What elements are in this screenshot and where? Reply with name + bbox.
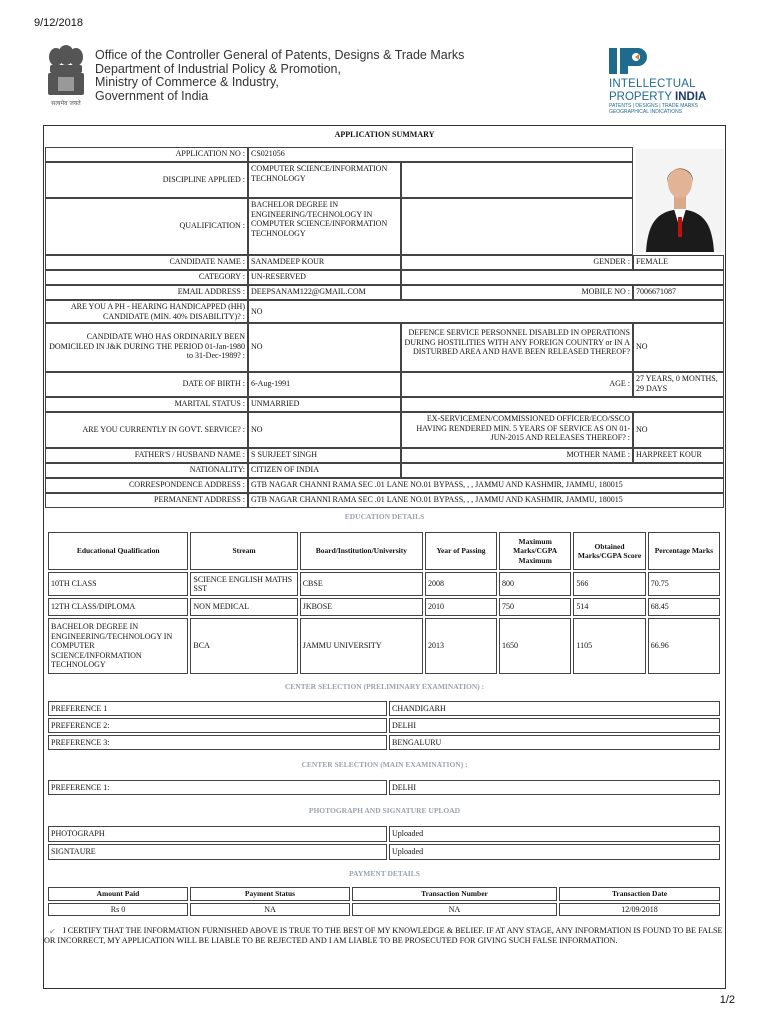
upload-label: PHOTOGRAPH — [48, 826, 387, 842]
discipline-blank — [401, 162, 633, 198]
pay-header-txn-date: Transaction Date — [559, 887, 720, 901]
edu-header-year: Year of Passing — [425, 532, 497, 570]
edu-cell: 514 — [573, 598, 645, 616]
email-label: EMAIL ADDRESS : — [45, 285, 248, 300]
defence-value: NO — [633, 323, 724, 372]
print-date: 9/12/2018 — [34, 17, 83, 29]
pref-value: BENGALURU — [389, 735, 720, 750]
nationality-label: NATIONALITY: — [45, 463, 248, 478]
edu-cell: 800 — [499, 572, 571, 596]
discipline-label: DISCIPLINE APPLIED : — [45, 162, 248, 198]
national-emblem-icon — [42, 45, 90, 109]
edu-cell: 1650 — [499, 618, 571, 674]
issuing-office — [95, 49, 464, 103]
edu-cell: CBSE — [300, 572, 423, 596]
payment-table — [46, 885, 722, 918]
marital-status-label: MARITAL STATUS : — [45, 397, 248, 412]
edu-cell: 70.75 — [648, 572, 720, 596]
ipi-india: INDIA — [675, 91, 707, 103]
ex-servicemen-value: NO — [633, 412, 724, 448]
govt-service-label: ARE YOU CURRENTLY IN GOVT. SERVICE? : — [45, 412, 248, 448]
table-row — [48, 735, 720, 750]
permanent-address-value: GTB NAGAR CHANNI RAMA SEC .01 LANE NO.01 BYPASS, , , JAMMU AND KASHMIR, JAMMU, 180015 — [248, 493, 724, 508]
edu-cell: 68.45 — [648, 598, 720, 616]
edu-cell: JAMMU UNIVERSITY — [300, 618, 423, 674]
pref-value: CHANDIGARH — [389, 701, 720, 716]
education-table — [46, 530, 722, 676]
edu-cell: JKBOSE — [300, 598, 423, 616]
ipi-line-2 — [609, 91, 706, 103]
mother-name-label: MOTHER NAME : — [401, 448, 633, 463]
payment-section-title: PAYMENT DETAILS — [349, 869, 420, 878]
table-row — [48, 903, 720, 917]
pay-header-txn-no: Transaction Number — [352, 887, 557, 901]
center-main-section-title: CENTER SELECTION (MAIN EXAMINATION) : — [301, 760, 468, 769]
pref-value: DELHI — [389, 718, 720, 733]
center-main-table — [46, 778, 722, 797]
table-row — [48, 780, 720, 795]
dob-value: 6-Aug-1991 — [248, 372, 401, 397]
edu-cell: 66.96 — [648, 618, 720, 674]
edu-cell: 10TH CLASS — [48, 572, 188, 596]
ipi-property: PROPERTY — [609, 91, 676, 103]
nationality-blank — [401, 463, 724, 478]
pay-txn-no: NA — [352, 903, 557, 917]
email-value: DEEPSANAM122@GMAIL.COM — [248, 285, 401, 300]
edu-cell: BACHELOR DEGREE IN ENGINEERING/TECHNOLOGY IN COMPUTER SCIENCE/INFORMATION TECHNOLOGY — [48, 618, 188, 674]
father-name-label: FATHER'S / HUSBAND NAME : — [45, 448, 248, 463]
edu-cell: 566 — [573, 572, 645, 596]
gender-value: FEMALE — [633, 255, 724, 270]
edu-header-stream: Stream — [190, 532, 297, 570]
permanent-address-label: PERMANENT ADDRESS : — [45, 493, 248, 508]
candidate-photo — [636, 149, 724, 252]
domicile-value: NO — [248, 323, 401, 372]
table-row — [48, 844, 720, 860]
category-blank — [401, 270, 724, 285]
edu-header-percentage: Percentage Marks — [648, 532, 720, 570]
mobile-label: MOBILE NO : — [401, 285, 633, 300]
table-row — [48, 598, 720, 616]
pref-value: DELHI — [389, 780, 720, 795]
edu-cell: 2013 — [425, 618, 497, 674]
ipi-line-1: INTELLECTUAL — [609, 78, 696, 90]
edu-cell: 1105 — [573, 618, 645, 674]
payment-header-row — [48, 887, 720, 901]
edu-header-obtained: Obtained Marks/CGPA Score — [573, 532, 645, 570]
edu-cell: SCIENCE ENGLISH MATHS SST — [190, 572, 297, 596]
age-value: 27 YEARS, 0 MONTHS, 29 DAYS — [633, 372, 724, 397]
office-line-2: Department of Industrial Policy & Promotion, — [95, 61, 341, 76]
ex-servicemen-label: EX-SERVICEMEN/COMMISSIONED OFFICER/ECO/SSCO HAVING RENDERED MIN. 5 YEARS OF SERVICE AS ON 01-JUN-2015 AND RELEASES THEREOF? : — [401, 412, 633, 448]
pref-label: PREFERENCE 1: — [48, 780, 387, 795]
pay-header-amount: Amount Paid — [48, 887, 188, 901]
table-row — [48, 572, 720, 596]
intellectual-property-india-logo — [606, 46, 736, 116]
qualification-blank — [401, 198, 633, 255]
pay-header-status: Payment Status — [190, 887, 350, 901]
nationality-value: CITIZEN OF INDIA — [248, 463, 401, 478]
edu-cell: 2010 — [425, 598, 497, 616]
dob-label: DATE OF BIRTH : — [45, 372, 248, 397]
edu-cell: NON MEDICAL — [190, 598, 297, 616]
table-row — [48, 701, 720, 716]
category-value: UN-RESERVED — [248, 270, 401, 285]
uploads-table — [46, 824, 722, 862]
category-label: CATEGORY : — [45, 270, 248, 285]
certification-text: I CERTIFY THAT THE INFORMATION FURNISHED ABOVE IS TRUE TO THE BEST OF MY KNOWLEDGE & BELIEF. IF AT ANY STAGE, ANY INFORMATION IS FOUND TO BE FALSE OR INCORRECT, MY APPLICATION WILL BE LIABLE TO BE REJECTED AND I AM LIABLE TO BE PROSECUTED FOR GIVING SUCH FALSE INFORMATION. — [44, 926, 723, 945]
svg-text:सत्यमेव जयते: सत्यमेव जयते — [51, 100, 81, 107]
edu-header-board: Board/Institution/University — [300, 532, 423, 570]
edu-cell: 750 — [499, 598, 571, 616]
pay-txn-date: 12/09/2018 — [559, 903, 720, 917]
table-row — [48, 826, 720, 842]
edu-header-qualification: Educational Qualification — [48, 532, 188, 570]
uploads-section-title: PHOTOGRAPH AND SIGNATURE UPLOAD — [308, 806, 461, 815]
table-row — [48, 618, 720, 674]
pref-label: PREFERENCE 1 — [48, 701, 387, 716]
edu-cell: 12TH CLASS/DIPLOMA — [48, 598, 188, 616]
center-prelim-section-title: CENTER SELECTION (PRELIMINARY EXAMINATION) : — [284, 682, 485, 691]
gender-label: GENDER : — [401, 255, 633, 270]
edu-cell: BCA — [190, 618, 297, 674]
edu-header-max-marks: Maximum Marks/CGPA Maximum — [499, 532, 571, 570]
upload-status: Uploaded — [389, 844, 720, 860]
domicile-label: CANDIDATE WHO HAS ORDINARILY BEEN DOMICILED IN J&K DURING THE PERIOD 01-Jan-1980 to 31-Dec-1989? : — [45, 323, 248, 372]
ipi-tagline-2: GEOGRAPHICAL INDICATIONS — [609, 108, 683, 115]
center-prelim-table — [46, 699, 722, 752]
office-line-4: Government of India — [95, 88, 209, 103]
defence-label: DEFENCE SERVICE PERSONNEL DISABLED IN OPERATIONS DURING HOSTILITIES WITH ANY FOREIGN COUNTRY or IN A DISTURBED AREA AND HAVE BEEN RELEASED THEREOF? — [401, 323, 633, 372]
certification — [44, 926, 724, 946]
candidate-name-label: CANDIDATE NAME : — [45, 255, 248, 270]
ipi-tagline-1: PATENTS | DESIGNS | TRADE MARKS — [609, 103, 699, 109]
mobile-value: 7006671087 — [633, 285, 724, 300]
ph-label: ARE YOU A PH - HEARING HANDICAPPED (HH) CANDIDATE (MIN. 40% DISABILITY)? : — [45, 300, 248, 323]
candidate-name-value: SANAMDEEP KOUR — [248, 255, 401, 270]
ipi-mark-icon — [609, 46, 653, 76]
edu-cell: 2008 — [425, 572, 497, 596]
office-line-3: Ministry of Commerce & Industry, — [95, 75, 279, 89]
ipi-tagline — [609, 104, 698, 115]
qualification-label: QUALIFICATION : — [45, 198, 248, 255]
pref-label: PREFERENCE 3: — [48, 735, 387, 750]
page-title: APPLICATION SUMMARY — [334, 130, 435, 139]
marital-blank — [401, 397, 724, 412]
office-line-1: Office of the Controller General of Patents, Designs & Trade Marks — [95, 48, 465, 62]
qualification-value: BACHELOR DEGREE IN ENGINEERING/TECHNOLOGY IN COMPUTER SCIENCE/INFORMATION TECHNOLOGY — [248, 198, 401, 255]
pay-amount: Rs 0 — [48, 903, 188, 917]
discipline-value: COMPUTER SCIENCE/INFORMATION TECHNOLOGY — [248, 162, 401, 198]
father-name-value: S SURJEET SINGH — [248, 448, 401, 463]
correspondence-address-label: CORRESPONDENCE ADDRESS : — [45, 478, 248, 493]
ph-value: NO — [248, 300, 724, 323]
upload-status: Uploaded — [389, 826, 720, 842]
mother-name-value: HARPREET KOUR — [633, 448, 724, 463]
candidate-photo-image — [636, 149, 724, 252]
marital-status-value: UNMARRIED — [248, 397, 401, 412]
page-number: 1/2 — [719, 994, 735, 1006]
certify-checkbox[interactable]: ✔ — [49, 927, 56, 936]
correspondence-address-value: GTB NAGAR CHANNI RAMA SEC .01 LANE NO.01 BYPASS, , , JAMMU AND KASHMIR, JAMMU, 180015 — [248, 478, 724, 493]
education-section-title: EDUCATION DETAILS — [344, 512, 425, 521]
pay-status: NA — [190, 903, 350, 917]
govt-service-value: NO — [248, 412, 401, 448]
table-row — [48, 718, 720, 733]
upload-label: SIGNTAURE — [48, 844, 387, 860]
application-no-value: CS021056 — [248, 147, 633, 162]
age-label: AGE : — [401, 372, 633, 397]
education-header-row — [48, 532, 720, 570]
application-no-label: APPLICATION NO : — [45, 147, 248, 162]
pref-label: PREFERENCE 2: — [48, 718, 387, 733]
